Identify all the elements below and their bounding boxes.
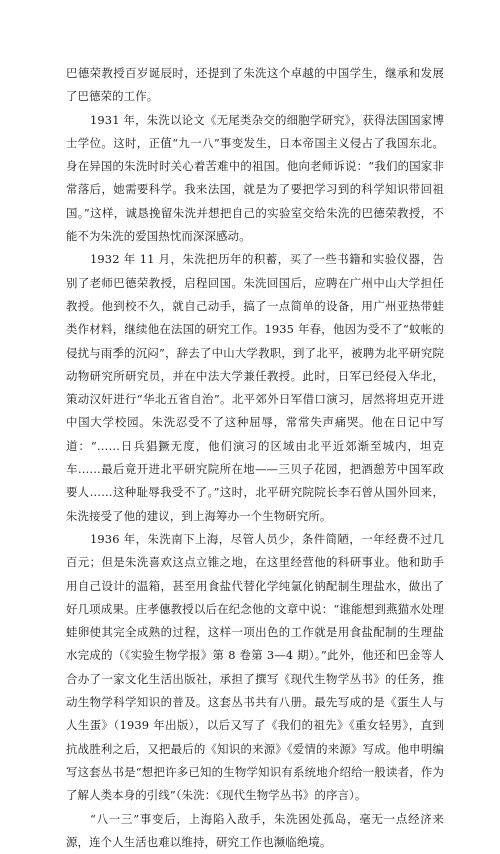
- paragraph: 1931 年，朱洗以论文《无尾类杂交的细胞学研究》，获得法国国家博士学位。这时，正值“九一八”事变发生，日本帝国主义侵占了我国东北。身在异国的朱洗时时关心着苦难中的祖国。他向老师诉说：“我们的国家非常落后，她需要科学。我来法国，就是为了要把学习到的科学知识带回祖国。”这样，诚恳挽留朱洗并想把自己的实验室交给朱洗的巴德荣教授，不能不为朱洗的爱国热忱而深深感动。: [66, 109, 444, 249]
- paragraph: 1936 年，朱洗南下上海，尽管人员少，条件简陋，一年经费不过几百元；但是朱洗喜欢这点立锥之地，在这里经营他的科研事业。他和助手用自己设计的温箱，甚至用食盐代替化学纯氯化钠配制生理盐水，做出了好几项成果。庄孝僡教授以后在纪念他的文章中说：“谁能想到燕猫水处理蛙卵使其完全成熟的过程，这样一项出色的工作就是用食盐配制的生理盐水完成的（《实验生物学报》第 8 卷第 3—4 期）。”此外，他还和巴金等人合办了一家文化生活出版社，承担了撰写《现代生物学丛书》的任务，推动生物学科学知识的普及。这套丛书共有八册。最先写成的是《蛋生人与人生蛋》（1939 年出版），以后又写了《我们的祖先》《重女轻男》，直到抗战胜利之后，又把最后的《知识的来源》《爱情的来源》写成。他申明编写这套丛书是“想把许多已知的生物学知识有系统地介绍给一般读者，作为了解人类本身的引线”（朱洗：《现代生物学丛书》的序言）。: [66, 528, 444, 808]
- paragraph: 巴德荣教授百岁诞辰时，还提到了朱洗这个卓越的中国学生，继承和发展了巴德荣的工作。: [66, 62, 444, 109]
- paragraph: “八一三”事变后，上海陷入敌手，朱洗困处孤岛，毫无一点经济来源，连个人生活也难以维持，研究工作也濒临绝境。: [66, 808, 444, 854]
- paragraph: 1932 年 11 月，朱洗把历年的积蓄，买了一些书籍和实验仪器，告别了老师巴德荣教授，启程回国。朱洗回国后，应聘在广州中山大学担任教授。他到校不久，就自己动手，搞了一点简单的设备，用广州亚热带蛙类作材料，继续他在法国的研究工作。1935 年春，他因为受不了“蚊帐的侵扰与雨季的沉闷”，辞去了中山大学教职，到了北平，被聘为北平研究院动物研究所研究员，并在中法大学兼任教授。此时，日军已经侵入华北，策动汉奸进行“华北五省自治”。北平郊外日军借口演习，居然将坦克开进中国大学校园。朱洗忍受不了这种屈辱，常常失声痛哭。他在日记中写道：“……日兵猖獗无度，他们演习的区域由北平近郊渐至城内，坦克车……最后竟开进北平研究院所在地——三贝子花园，把酒憩芳中国军政要人……这种耻辱我受不了。”这时，北平研究院院长李石曾从国外回来，朱洗接受了他的建议，到上海筹办一个生物研究所。: [66, 248, 444, 528]
